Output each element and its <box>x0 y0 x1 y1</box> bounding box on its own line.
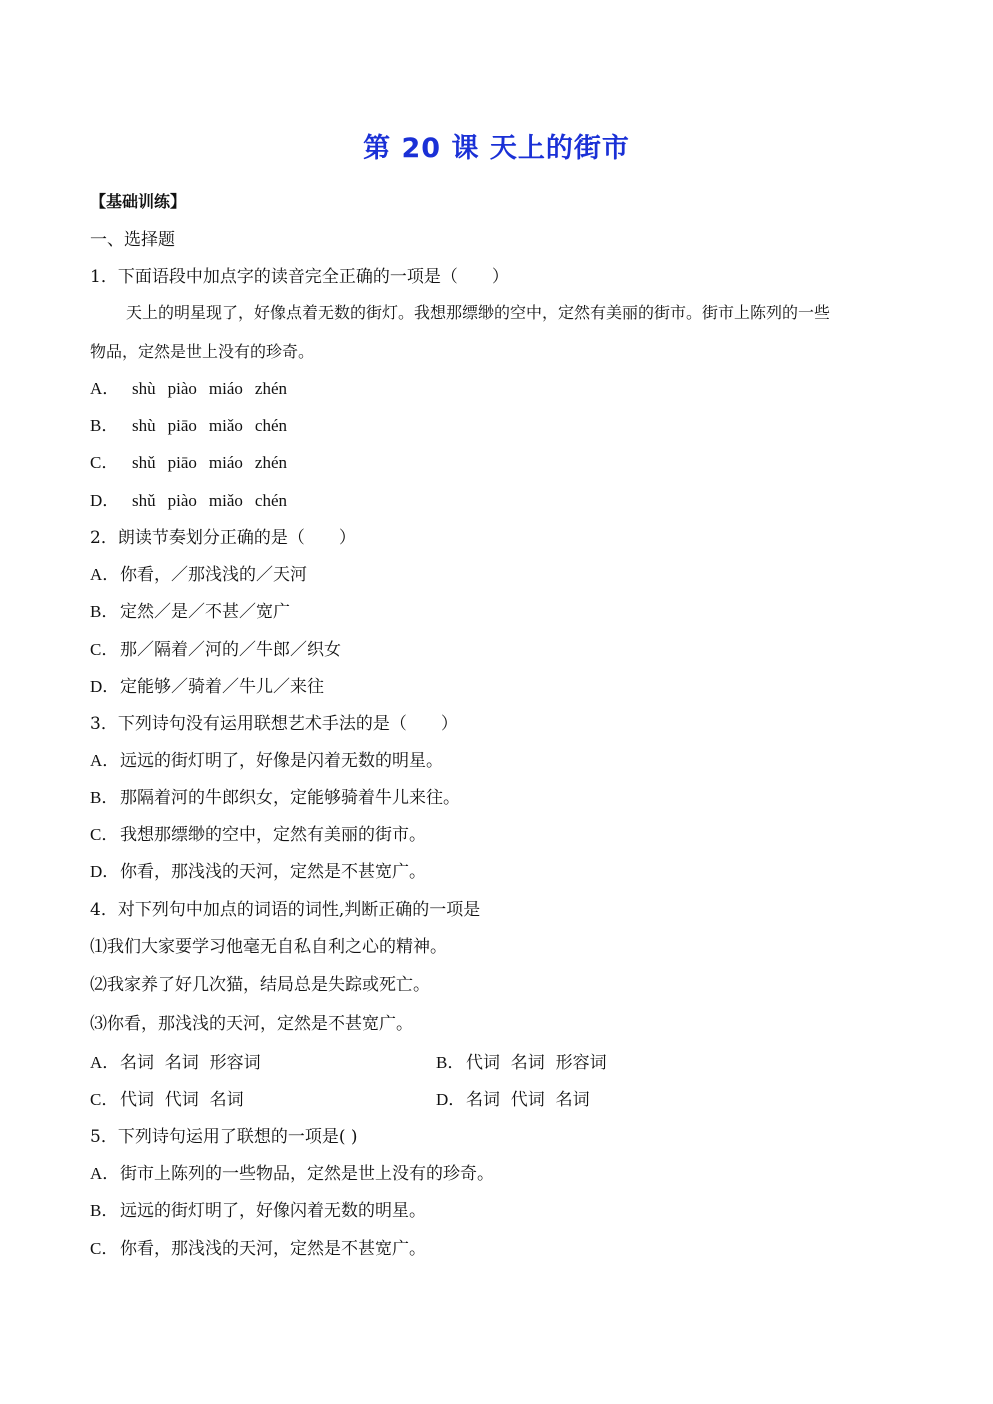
question-5-stem: 5．下列诗句运用了联想的一项是( ) <box>90 1127 358 1147</box>
question-5-option-b[interactable] <box>90 1199 426 1223</box>
question-4-option-b[interactable] <box>436 1051 607 1075</box>
pinyin: zhén <box>254 379 287 398</box>
question-5-option-a[interactable] <box>90 1162 494 1186</box>
question-1-passage-line-2: 物品，定然是世上没有的珍奇。 <box>90 342 315 361</box>
option-text: 你看，那浅浅的天河，定然是不甚宽广。 <box>120 1239 426 1259</box>
pinyin: shù <box>132 379 156 398</box>
question-4-stem: 4．对下列句中加点的词语的词性,判断正确的一项是 <box>90 900 481 920</box>
question-1-option-a[interactable] <box>90 377 299 401</box>
page-title: 第 20 课 天上的街市 <box>363 133 630 164</box>
pinyin: piāo <box>167 453 197 472</box>
option-label: D． <box>90 677 120 696</box>
option-label: B． <box>90 416 119 435</box>
question-4-sentence-1: ⑴我们大家要学习他毫无自私自利之心的精神。 <box>90 937 447 957</box>
question-2-option-a[interactable] <box>90 563 307 587</box>
question-1-option-b[interactable] <box>90 414 299 438</box>
question-3-stem: 3．下列诗句没有运用联想艺术手法的是（ ） <box>90 714 458 734</box>
option-label: A． <box>90 379 120 398</box>
option-text: 远远的街灯明了，好像是闪着无数的明星。 <box>120 751 443 771</box>
option-text: 定能够／骑着／牛儿／来往 <box>120 677 324 697</box>
option-text: 街市上陈列的一些物品，定然是世上没有的珍奇。 <box>120 1164 494 1184</box>
pinyin: zhén <box>254 453 287 472</box>
question-2-option-c[interactable] <box>90 638 341 662</box>
option-label: D． <box>436 1090 466 1109</box>
question-1-passage-line-1: 天上的明星现了，好像点着无数的街灯。我想那缥缈的空中，定然有美丽的街市。街市上陈列的一些 <box>126 303 831 322</box>
question-2-option-d[interactable] <box>90 675 324 699</box>
option-label: C． <box>90 1090 119 1109</box>
section-heading: 【基础训练】 <box>90 192 187 211</box>
question-1-option-c[interactable] <box>90 451 299 475</box>
pinyin: miáo <box>208 453 243 472</box>
option-label: C． <box>90 1239 119 1258</box>
pinyin: chén <box>254 416 287 435</box>
question-4-sentence-2: ⑵我家养了好几次猫，结局总是失踪或死亡。 <box>90 975 430 995</box>
question-5-option-c[interactable] <box>90 1237 426 1261</box>
option-label: B． <box>90 1201 119 1220</box>
question-3-option-d[interactable] <box>90 860 426 884</box>
part-heading: 一、选择题 <box>90 230 175 250</box>
option-text: 远远的街灯明了，好像闪着无数的明星。 <box>120 1201 426 1221</box>
pinyin: chén <box>254 491 287 510</box>
option-label: C． <box>90 825 119 844</box>
option-label: D． <box>90 862 120 881</box>
question-1-option-d[interactable] <box>90 489 299 513</box>
option-label: C． <box>90 453 119 472</box>
option-label: A． <box>90 751 120 770</box>
pinyin: miǎo <box>208 491 243 510</box>
option-label: B． <box>90 788 119 807</box>
question-2-stem: 2．朗读节奏划分正确的是（ ） <box>90 528 356 548</box>
pinyin: shù <box>132 416 156 435</box>
pinyin: piào <box>167 491 197 510</box>
option-text: 定然／是／不甚／宽广 <box>120 602 290 622</box>
pinyin: shǔ <box>132 453 156 472</box>
pinyin: miáo <box>208 379 243 398</box>
option-label: A． <box>90 1164 120 1183</box>
pinyin: shǔ <box>132 491 156 510</box>
option-label: A． <box>90 1053 120 1072</box>
option-text: 代词 代词 名词 <box>120 1090 244 1110</box>
pinyin: piāo <box>167 416 197 435</box>
option-text: 代词 名词 形容词 <box>466 1053 607 1073</box>
question-4-sentence-3: ⑶你看，那浅浅的天河，定然是不甚宽广。 <box>90 1014 413 1034</box>
pinyin: miǎo <box>208 416 243 435</box>
question-1-stem: 1．下面语段中加点字的读音完全正确的一项是（ ） <box>90 267 509 287</box>
question-3-option-c[interactable] <box>90 823 426 847</box>
question-4-option-d[interactable] <box>436 1088 590 1112</box>
option-label: C． <box>90 640 119 659</box>
question-3-option-b[interactable] <box>90 786 460 810</box>
question-4-option-c[interactable] <box>90 1088 244 1112</box>
option-text: 我想那缥缈的空中，定然有美丽的街市。 <box>120 825 426 845</box>
option-label: B． <box>436 1053 465 1072</box>
question-2-option-b[interactable] <box>90 600 290 624</box>
option-text: 名词 名词 形容词 <box>120 1053 261 1073</box>
option-text: 那／隔着／河的／牛郎／织女 <box>120 640 341 660</box>
pinyin: piào <box>167 379 197 398</box>
option-text: 名词 代词 名词 <box>466 1090 590 1110</box>
option-label: D． <box>90 491 120 510</box>
question-4-option-a[interactable] <box>90 1051 261 1075</box>
option-text: 你看，／那浅浅的／天河 <box>120 565 307 585</box>
option-label: A． <box>90 565 120 584</box>
option-text: 你看，那浅浅的天河，定然是不甚宽广。 <box>120 862 426 882</box>
option-label: B． <box>90 602 119 621</box>
question-3-option-a[interactable] <box>90 749 443 773</box>
option-text: 那隔着河的牛郎织女，定能够骑着牛儿来往。 <box>120 788 460 808</box>
